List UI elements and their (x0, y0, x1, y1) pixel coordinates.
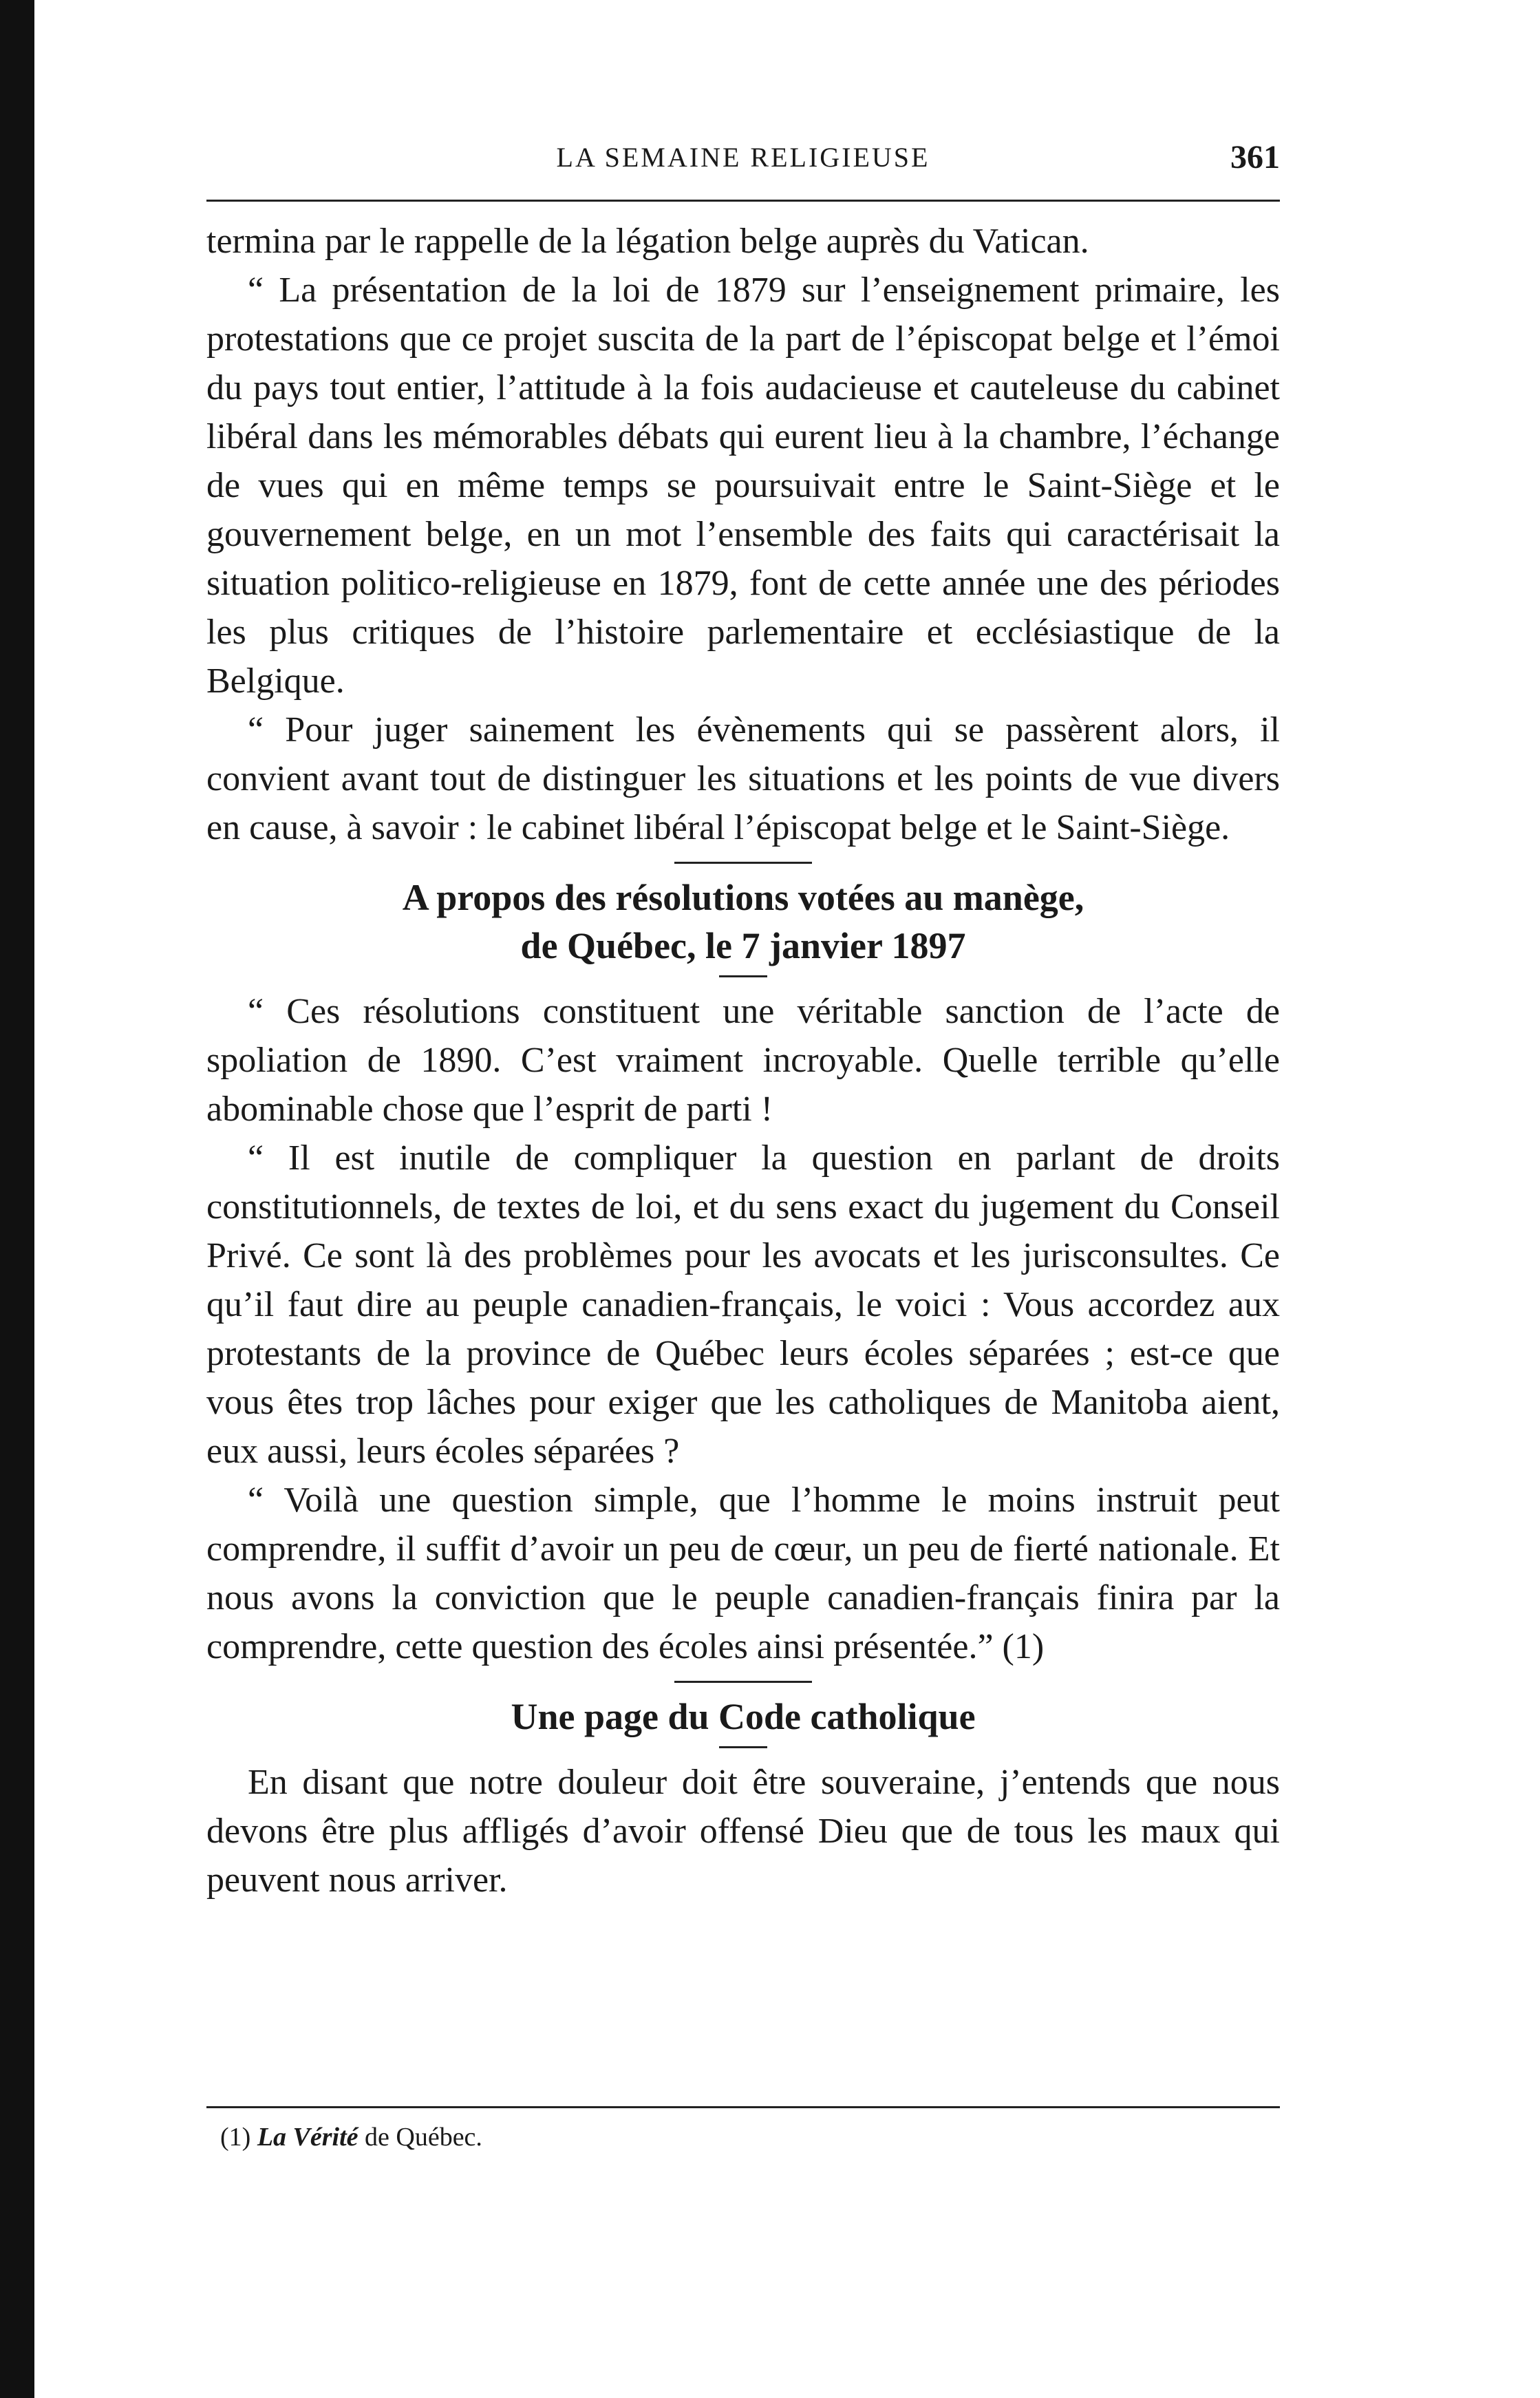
footnote-marker: (1) (220, 2123, 251, 2152)
paragraph: En disant que notre douleur doit être souveraine, j’entends que nous devons être plus affligés d’avoir offensé Dieu que de tous les maux qui peuvent nous arriver. (206, 1763, 1280, 1900)
section-divider (674, 1681, 812, 1683)
running-title: LA SEMAINE RELIGIEUSE (556, 142, 930, 173)
footnote-suffix: de Québec. (365, 2123, 482, 2152)
header-rule (206, 200, 1280, 202)
paragraph-continuation: termina par le rappelle de la légation belge auprès du Vatican. (206, 222, 1089, 261)
paragraph: “ La présentation de la loi de 1879 sur l’enseignement primaire, les protestations que ce projet suscita de la part de l’épiscopat belge et l’émoi du pays tout entier, l’attitude à la fois audacieuse et cauteleuse du cabinet libéral dans les mémorables débats qui eurent lieu à la chambre, l’échange de vues qui en même temps se poursuivait entre le Saint-Siège et le gouvernement belge, en un mot l’ensemble des faits qui caractérisait la situation politico-religieuse en 1879, font de cette année une des périodes les plus critiques de l’histoire parlementaire et ecclésiastique de la Belgique. (206, 270, 1280, 701)
footnote-rule (206, 2106, 1280, 2108)
title-dash (719, 975, 767, 977)
section-divider (674, 862, 812, 864)
paragraph: “ Pour juger sainement les évènements qui se passèrent alors, il convient avant tout de distinguer les situations et les points de vue divers en cause, à savoir : le cabinet libéral l’épiscopat belge et le Saint-Siège. (206, 710, 1280, 847)
paragraph: “ Ces résolutions constituent une véritable sanction de l’acte de spoliation de 1890. C’est vraiment incroyable. Quelle terrible qu’elle abominable chose que l’esprit de parti ! (206, 992, 1280, 1129)
footnote-source: La Vérité (257, 2123, 359, 2152)
section-title: Une page du Code catholique (511, 1696, 976, 1737)
page-content (206, 217, 1280, 1904)
page-number: 361 (1230, 139, 1280, 176)
paragraph: “ Il est inutile de compliquer la question en parlant de droits constitutionnels, de textes de loi, et du sens exact du jugement du Conseil Privé. Ce sont là des problèmes pour les avocats et les jurisconsultes. Ce qu’il faut dire au peuple canadien-français, le voici : Vous accordez aux protestants de la province de Québec leurs écoles séparées ; est-ce que vous êtes trop lâches pour exiger que les catholiques de Manitoba aient, eux aussi, leurs écoles séparées ? (206, 1138, 1280, 1471)
section-title-line1: A propos des résolutions votées au manège, (402, 877, 1084, 918)
footnote (220, 2120, 482, 2154)
page-header (206, 141, 1280, 182)
book-spine-edge (0, 0, 34, 2398)
paragraph: “ Voilà une question simple, que l’homme le moins instruit peut comprendre, il suffit d’avoir un peu de cœur, un peu de fierté nationale. Et nous avons la conviction que le peuple canadien-français finira par la comprendre, cette question des écoles ainsi présentée.” (1) (206, 1481, 1280, 1666)
section-title-line2: de Québec, le 7 janvier 1897 (520, 925, 966, 966)
title-dash (719, 1746, 767, 1748)
